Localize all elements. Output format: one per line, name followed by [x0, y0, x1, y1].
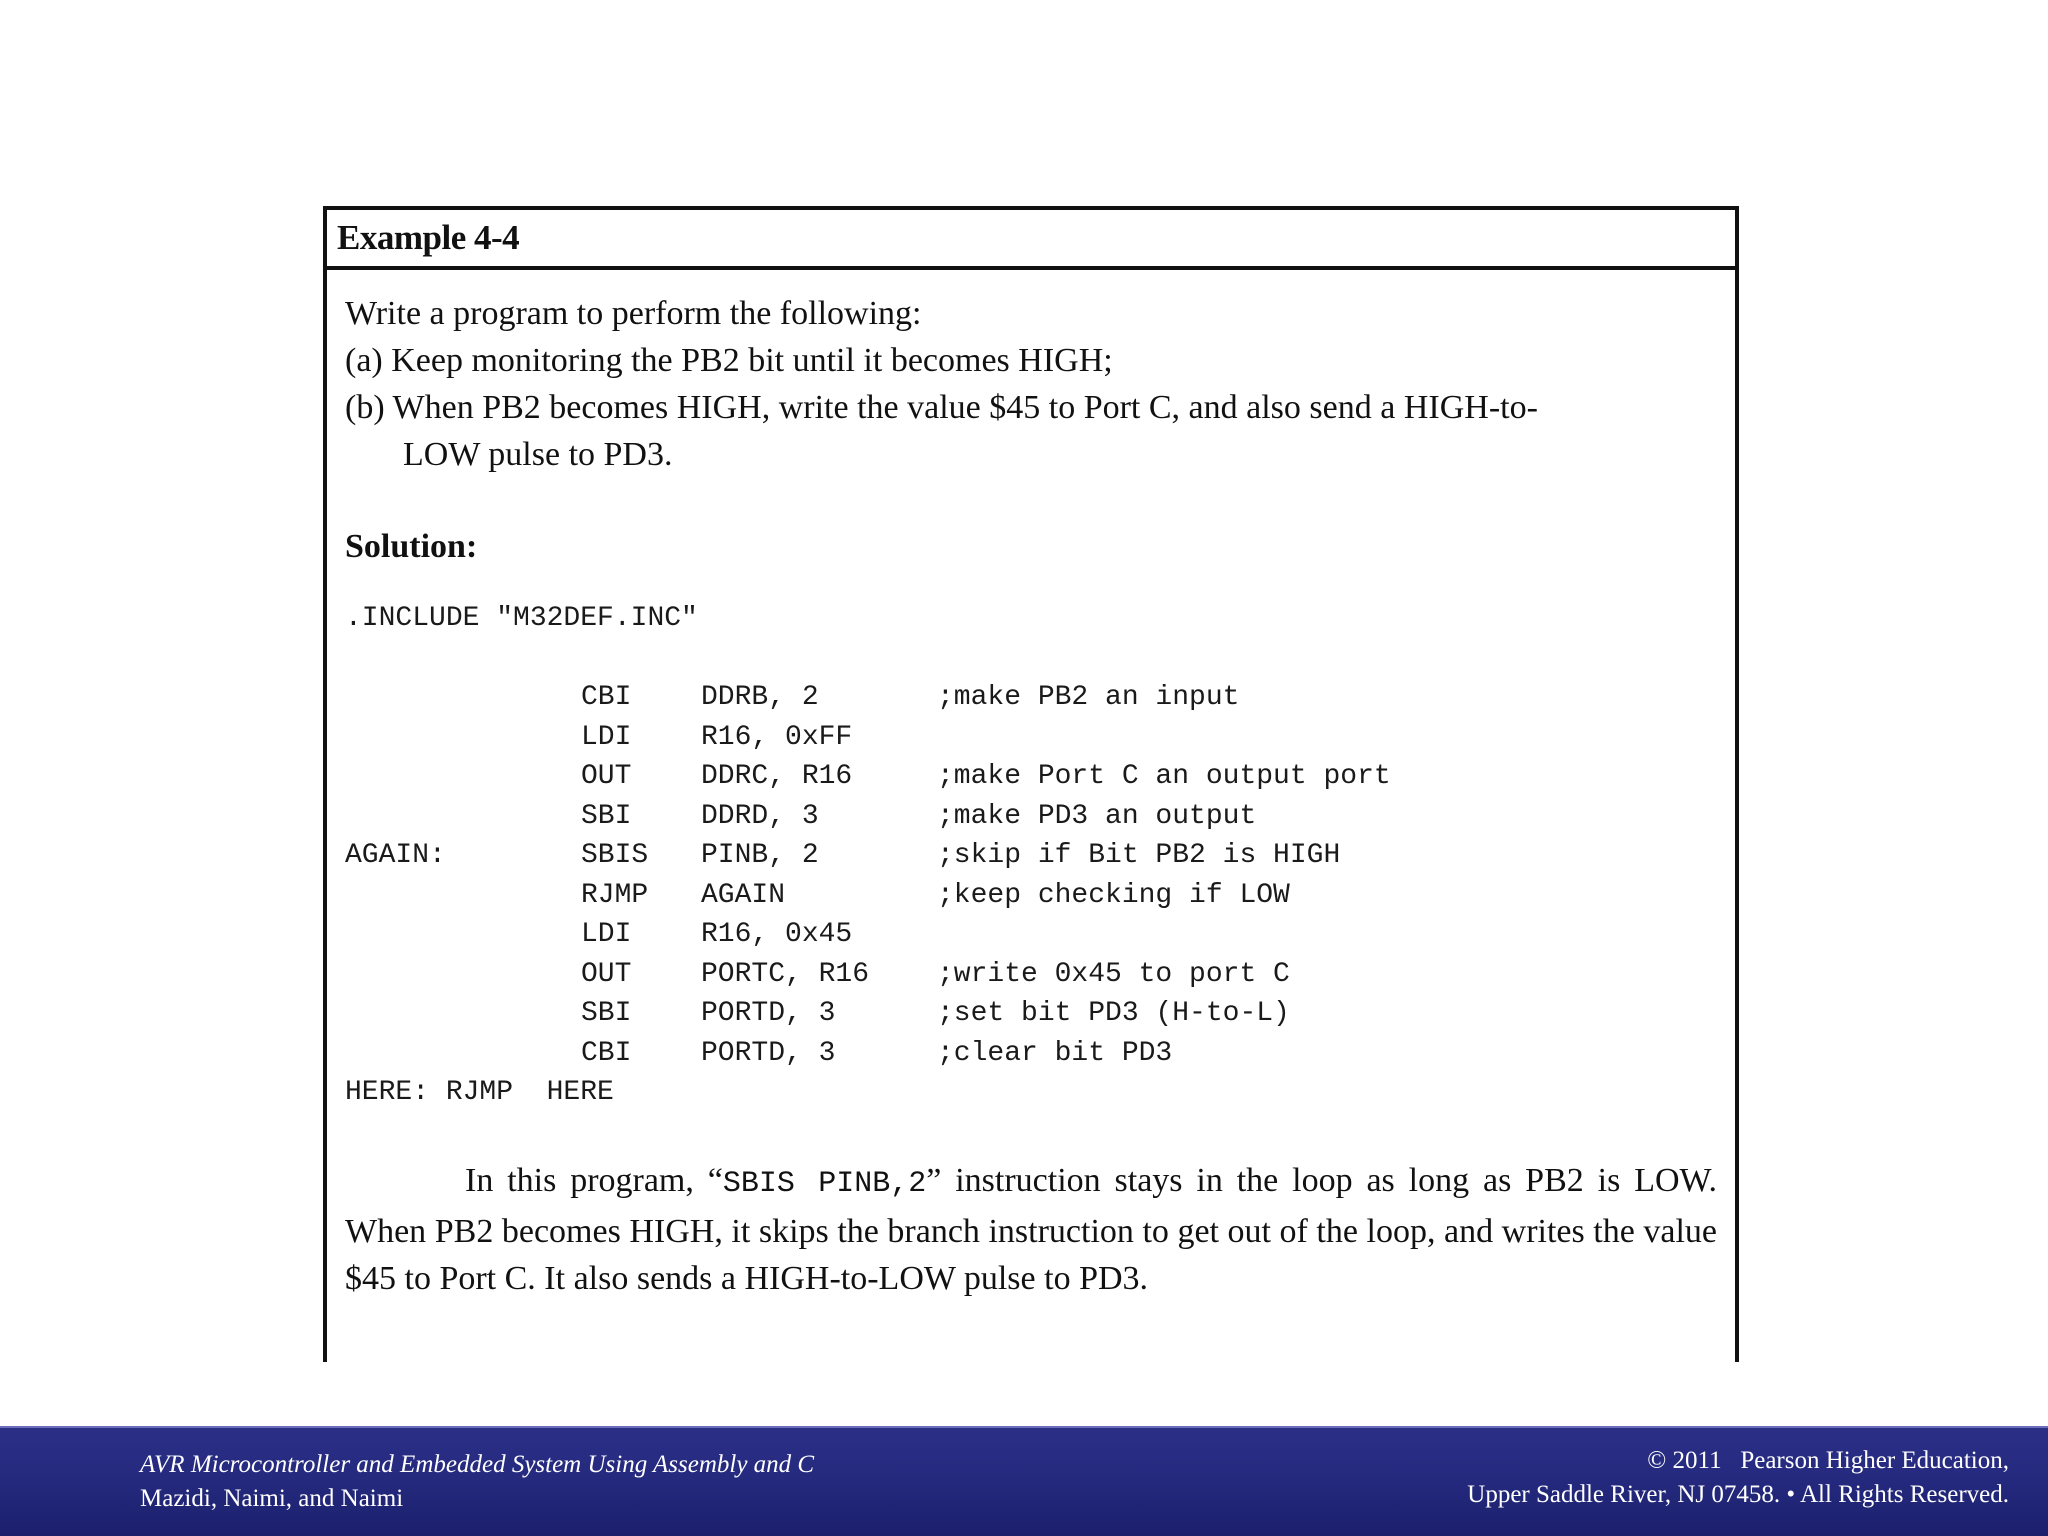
code-operands: AGAIN [701, 879, 786, 911]
book-title: AVR Microcontroller and Embedded System Using Assembly and C [140, 1451, 815, 1478]
code-line [345, 836, 1391, 876]
code-label [345, 994, 581, 1034]
here-loop-line: HERE: RJMP HERE [345, 1077, 614, 1108]
code-operands: R16, 0x45 [701, 919, 853, 951]
code-operands: DDRD, 3 [701, 800, 819, 832]
code-comment: ;skip if Bit PB2 is HIGH [937, 840, 1341, 872]
code-opcode: RJMP [581, 879, 649, 911]
code-opcode: LDI [581, 721, 632, 753]
explanation-inline-code: SBIS PINB,2 [722, 1167, 927, 1201]
example-header [327, 210, 1735, 270]
code-opcode: LDI [581, 919, 632, 951]
code-operands: PORTD, 3 [701, 1037, 836, 1069]
problem-line: LOW pulse to PD3. [403, 436, 673, 473]
problem-line: (b) When PB2 becomes HIGH, write the value $45 to Port C, and also send a HIGH-to- [345, 389, 1538, 426]
code-operands: DDRB, 2 [701, 682, 819, 714]
code-line [345, 757, 1391, 797]
code-comment: ;clear bit PD3 [937, 1037, 1173, 1069]
code-comment [937, 718, 1391, 758]
example-title: Example 4-4 [337, 218, 520, 257]
solution-heading: Solution: [345, 528, 478, 565]
code-opcode: OUT [581, 958, 632, 990]
include-directive: .INCLUDE "M32DEF.INC" [345, 603, 698, 634]
code-line [345, 994, 1391, 1034]
code-operands: R16, 0xFF [701, 721, 853, 753]
code-comment [937, 915, 1391, 955]
code-opcode: OUT [581, 761, 632, 793]
example-content [345, 290, 1717, 1336]
code-comment: ;keep checking if LOW [937, 879, 1290, 911]
code-line [345, 797, 1391, 837]
code-label [345, 1034, 581, 1074]
code-comment: ;write 0x45 to port C [937, 958, 1290, 990]
code-label [345, 955, 581, 995]
code-operands: DDRC, R16 [701, 761, 853, 793]
code-listing [345, 678, 1391, 1073]
code-opcode: SBI [581, 998, 632, 1030]
code-line [345, 1034, 1391, 1074]
code-comment: ;set bit PD3 (H-to-L) [937, 998, 1290, 1030]
code-label [345, 876, 581, 916]
code-comment: ;make PB2 an input [937, 682, 1240, 714]
publisher-address: Upper Saddle River, NJ 07458. • All Rights Reserved. [1467, 1481, 2009, 1508]
code-label [345, 757, 581, 797]
explanation-text-end: ” instruction stays in the loop as long as PB2 is LOW. When PB2 becomes HIGH, it skips the branch instruction to get out of the loop, and writes the value $45 to Port C. It also sends a HIGH-to-LOW pulse to PD3. [345, 1162, 1717, 1297]
code-comment: ;make Port C an output port [937, 761, 1391, 793]
code-line [345, 955, 1391, 995]
example-box [323, 206, 1739, 1362]
code-operands: PORTC, R16 [701, 958, 870, 990]
code-opcode: SBIS [581, 840, 649, 872]
code-label [345, 718, 581, 758]
code-label [345, 797, 581, 837]
code-line [345, 915, 1391, 955]
explanation-paragraph [345, 1157, 1717, 1302]
code-comment: ;make PD3 an output [937, 800, 1257, 832]
footer-left [140, 1448, 814, 1516]
footer-right [1467, 1444, 2009, 1512]
code-line [345, 876, 1391, 916]
problem-line: Write a program to perform the following: [345, 295, 922, 332]
code-operands: PINB, 2 [701, 840, 819, 872]
code-label: AGAIN: [345, 840, 446, 872]
code-opcode: SBI [581, 800, 632, 832]
code-label [345, 915, 581, 955]
code-operands: PORTD, 3 [701, 998, 836, 1030]
copyright-line: © 2011 Pearson Higher Education, [1647, 1447, 2009, 1474]
code-line [345, 678, 1391, 718]
code-opcode: CBI [581, 682, 632, 714]
code-label [345, 678, 581, 718]
slide-footer [0, 1426, 2048, 1536]
explanation-text-start: In this program, “ [465, 1162, 723, 1199]
code-opcode: CBI [581, 1037, 632, 1069]
problem-line: (a) Keep monitoring the PB2 bit until it becomes HIGH; [345, 342, 1113, 379]
book-authors: Mazidi, Naimi, and Naimi [140, 1485, 404, 1512]
code-line [345, 718, 1391, 758]
